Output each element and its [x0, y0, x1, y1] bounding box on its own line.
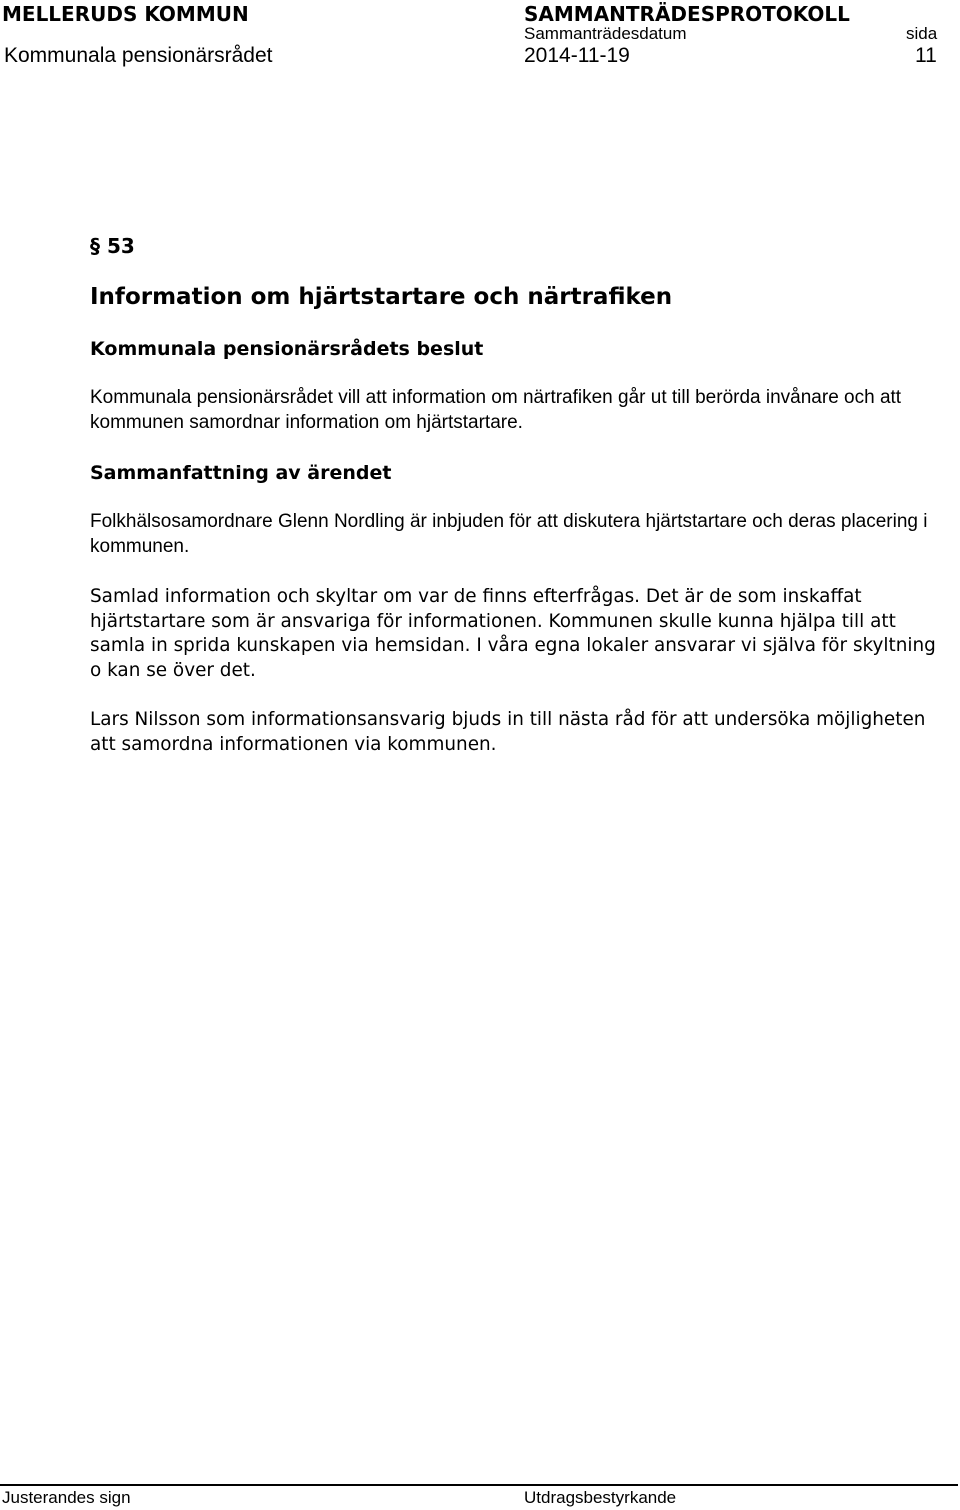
- paragraph-2: Samlad information och skyltar om var de finns efterfrågas. Det är de som inskaffat hjärtstartare som är ansvariga för informationen. Kommunen skulle kunna hjälpa till att samla in sprida kunskapen via hemsidan. I våra egna lokaler ansvarar vi själva för skyltning o kan se över det.: [90, 586, 936, 681]
- meeting-date: 2014-11-19: [524, 44, 630, 67]
- footer-rule: [0, 1484, 958, 1486]
- committee-name: Kommunala pensionärsrådet: [4, 44, 273, 67]
- paragraph-1: Folkhälsosamordnare Glenn Nordling är inbjuden för att diskutera hjärtstartare och deras placering i kommunen.: [90, 511, 928, 557]
- page-label: sida: [906, 24, 938, 43]
- footer-sign-label: Justerandes sign: [2, 1488, 131, 1507]
- page-number: 11: [915, 44, 937, 67]
- org-name: MELLERUDS KOMMUN: [2, 2, 249, 26]
- document-type: SAMMANTRÄDESPROTOKOLL: [524, 2, 850, 26]
- footer-certified-label: Utdragsbestyrkande: [524, 1488, 677, 1507]
- paragraph-3: Lars Nilsson som informationsansvarig bjuds in till nästa råd för att undersöka möjligheten att samordna informationen via kommunen.: [90, 709, 926, 755]
- decision-heading: Kommunala pensionärsrådets beslut: [90, 338, 484, 360]
- section-title: Information om hjärtstartare och närtrafiken: [90, 284, 673, 310]
- summary-heading: Sammanfattning av ärendet: [90, 462, 392, 484]
- decision-text: Kommunala pensionärsrådet vill att information om närtrafiken går ut till berörda invånare och att kommunen samordnar information om hjärtstartare.: [90, 387, 902, 433]
- date-label: Sammanträdesdatum: [524, 24, 687, 43]
- section-number: § 53: [90, 234, 135, 258]
